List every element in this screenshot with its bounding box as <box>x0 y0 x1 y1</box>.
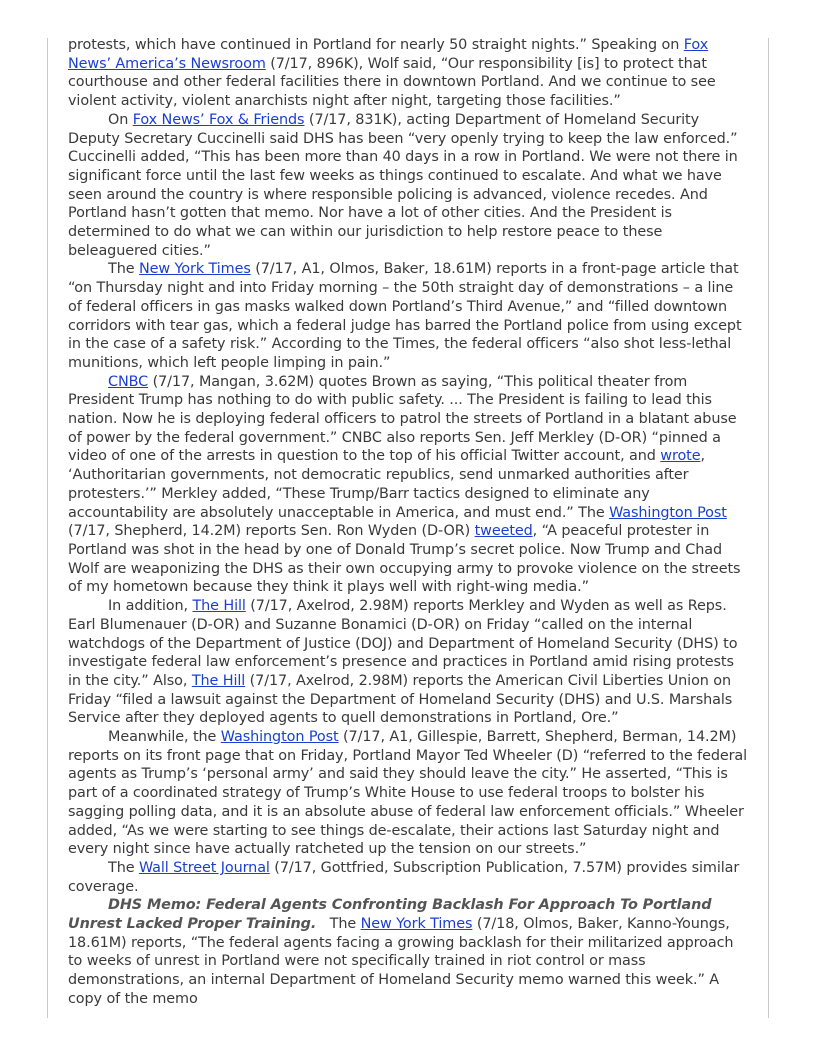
link-fox-news-americas-newsroom[interactable]: Fox News’ America’s Newsroom <box>68 37 709 72</box>
text-run: (7/17, Gottfried, Subscription Publication, 7.57M) provides similar coverage. <box>68 859 740 895</box>
paragraph-4 <box>68 373 748 597</box>
link-wall-street-journal[interactable]: Wall Street Journal <box>138 859 270 876</box>
text-run: Meanwhile, the <box>108 729 221 746</box>
paragraph-2 <box>68 111 748 261</box>
text-run: (7/17, 896K), Wolf said, “Our responsibility [is] to protect that courthouse and other federal facilities there in downtown Portland. And we continue to see violent activity, violent anarchists night after night, targeting those facilities.” <box>68 55 716 110</box>
link-new-york-times[interactable]: New York Times <box>138 261 251 278</box>
link-fox-and-friends[interactable]: Fox News’ Fox & Friends <box>132 111 305 128</box>
text-run: (7/17, A1, Olmos, Baker, 18.61M) reports in a front-page article that “on Thursday night and into Friday morning – the 50th straight day of demonstrations – a line of federal officers in gas masks walked down Portland’s Third Avenue,” and “filled downtown corridors with tear gas, which a federal judge has barred the Portland police from using except in the case of a safety risk.” According to the Times, the federal officers “also shot less-lethal munitions, which left people limping in pain.” <box>68 261 742 371</box>
text-run: (7/18, Olmos, Baker, Kanno-Youngs, 18.61M) reports, “The federal agents facing a growing backlash for their militarized approach to weeks of unrest in Portland were not specifically trained in riot control or mass demonstrations, an internal Department of Homeland Security memo warned this week.” A copy of the memo <box>68 916 734 1007</box>
text-run: (7/17, Axelrod, 2.98M) reports Merkley and Wyden as well as Reps. Earl Blumenauer (D-OR) and Suzanne Bonamici (D-OR) on Friday “called on the internal watchdogs of the Department of Justice (DOJ) and Department of Homeland Security (DHS) to investigate federal law enforcement’s presence and practices in Portland amid rising protests in the city.” Also, <box>68 598 738 689</box>
link-wrote[interactable]: wrote <box>660 448 701 465</box>
text-run: In addition, <box>108 598 193 615</box>
text-run: The <box>108 859 139 876</box>
link-cnbc[interactable]: CNBC <box>108 373 149 390</box>
paragraph-1 <box>68 36 748 111</box>
text-run: On <box>108 111 133 128</box>
paragraph-6 <box>68 728 748 859</box>
paragraph-3 <box>68 260 748 372</box>
text-run: (7/17, 831K), acting Department of Homeland Security Deputy Secretary Cuccinelli said DHS has been “very openly trying to keep the law enforced.” Cuccinelli added, “This has been more than 40 days in a row in Portland. We were not there in significant force until the last few weeks as things continued to escalate. And what we have seen around the country is where responsible policing is advanced, violence recedes. And Portland hasn’t gotten that memo. Nor have a lot of other cities. And the President is determined to do what we can within our jurisdiction to help restore peace to these beleaguered cities.” <box>68 111 738 259</box>
text-run: , ‘Authoritarian governments, not democratic republics, send unmarked authorities after protesters.’” Merkley added, “These Trump/Barr tactics designed to eliminate any accountability are absolutely unacceptable in America, and must end.” The <box>68 448 705 521</box>
right-margin-rule <box>768 38 769 1018</box>
link-the-hill-2[interactable]: The Hill <box>191 672 246 689</box>
text-run: protests, which have continued in Portland for nearly 50 straight nights.” Speaking on <box>68 37 684 53</box>
paragraph-7 <box>68 859 748 896</box>
text-run: (7/17, A1, Gillespie, Barrett, Shepherd, Berman, 14.2M) reports on its front page that on Friday, Portland Mayor Ted Wheeler (D) “referred to the federal agents as Trump’s ‘personal army’ and said they should leave the city.” He asserted, “This is part of a coordinated strategy of Trump’s White House to use federal troops to bolster his sagging polling data, and it is an absolute abuse of federal law enforcement officials.” Wheeler added, “As we were starting to see things de-escalate, their actions last Saturday night and every night since have actually ratcheted up the tension on our streets.” <box>68 729 748 858</box>
text-run: (7/17, Shepherd, 14.2M) reports Sen. Ron Wyden (D-OR) <box>68 523 475 540</box>
link-washington-post[interactable]: Washington Post <box>609 504 727 521</box>
text-run: , “A peaceful protester in Portland was shot in the head by one of Donald Trump’s secret police. Now Trump and Chad Wolf are weaponizing the DHS as their own occupying army to provoke violence on the streets of my hometown because they think it plays well with right-wing media.” <box>68 523 741 596</box>
left-margin-rule <box>47 38 48 1018</box>
paragraph-5 <box>68 597 748 728</box>
text-run: (7/17, Mangan, 3.62M) quotes Brown as saying, “This political theater from President Trump has nothing to do with public safety. ... The President is failing to lead this nation. Now he is deploying federal officers to patrol the streets of Portland in a blatant abuse of power by the federal government.” CNBC also reports Sen. Jeff Merkley (D-OR) “pinned a video of one of the arrests in question to the top of his official Twitter account, and <box>68 373 737 465</box>
link-new-york-times-2[interactable]: New York Times <box>360 916 473 933</box>
link-the-hill[interactable]: The Hill <box>192 598 246 615</box>
article-body <box>68 36 748 1009</box>
text-run: (7/17, Axelrod, 2.98M) reports the American Civil Liberties Union on Friday “filed a lawsuit against the Department of Homeland Security (DHS) and U.S. Marshals Service after they deployed agents to quell demonstrations in Portland, Ore.” <box>68 672 733 727</box>
story-headline: DHS Memo: Federal Agents Confronting Backlash For Approach To Portland Unrest Lacked Proper Training. <box>68 897 712 933</box>
paragraph-8 <box>68 896 748 1008</box>
link-washington-post-2[interactable]: Washington Post <box>220 729 339 746</box>
text-run: The <box>316 916 361 933</box>
link-tweeted[interactable]: tweeted <box>474 523 533 540</box>
text-run: The <box>108 261 139 278</box>
